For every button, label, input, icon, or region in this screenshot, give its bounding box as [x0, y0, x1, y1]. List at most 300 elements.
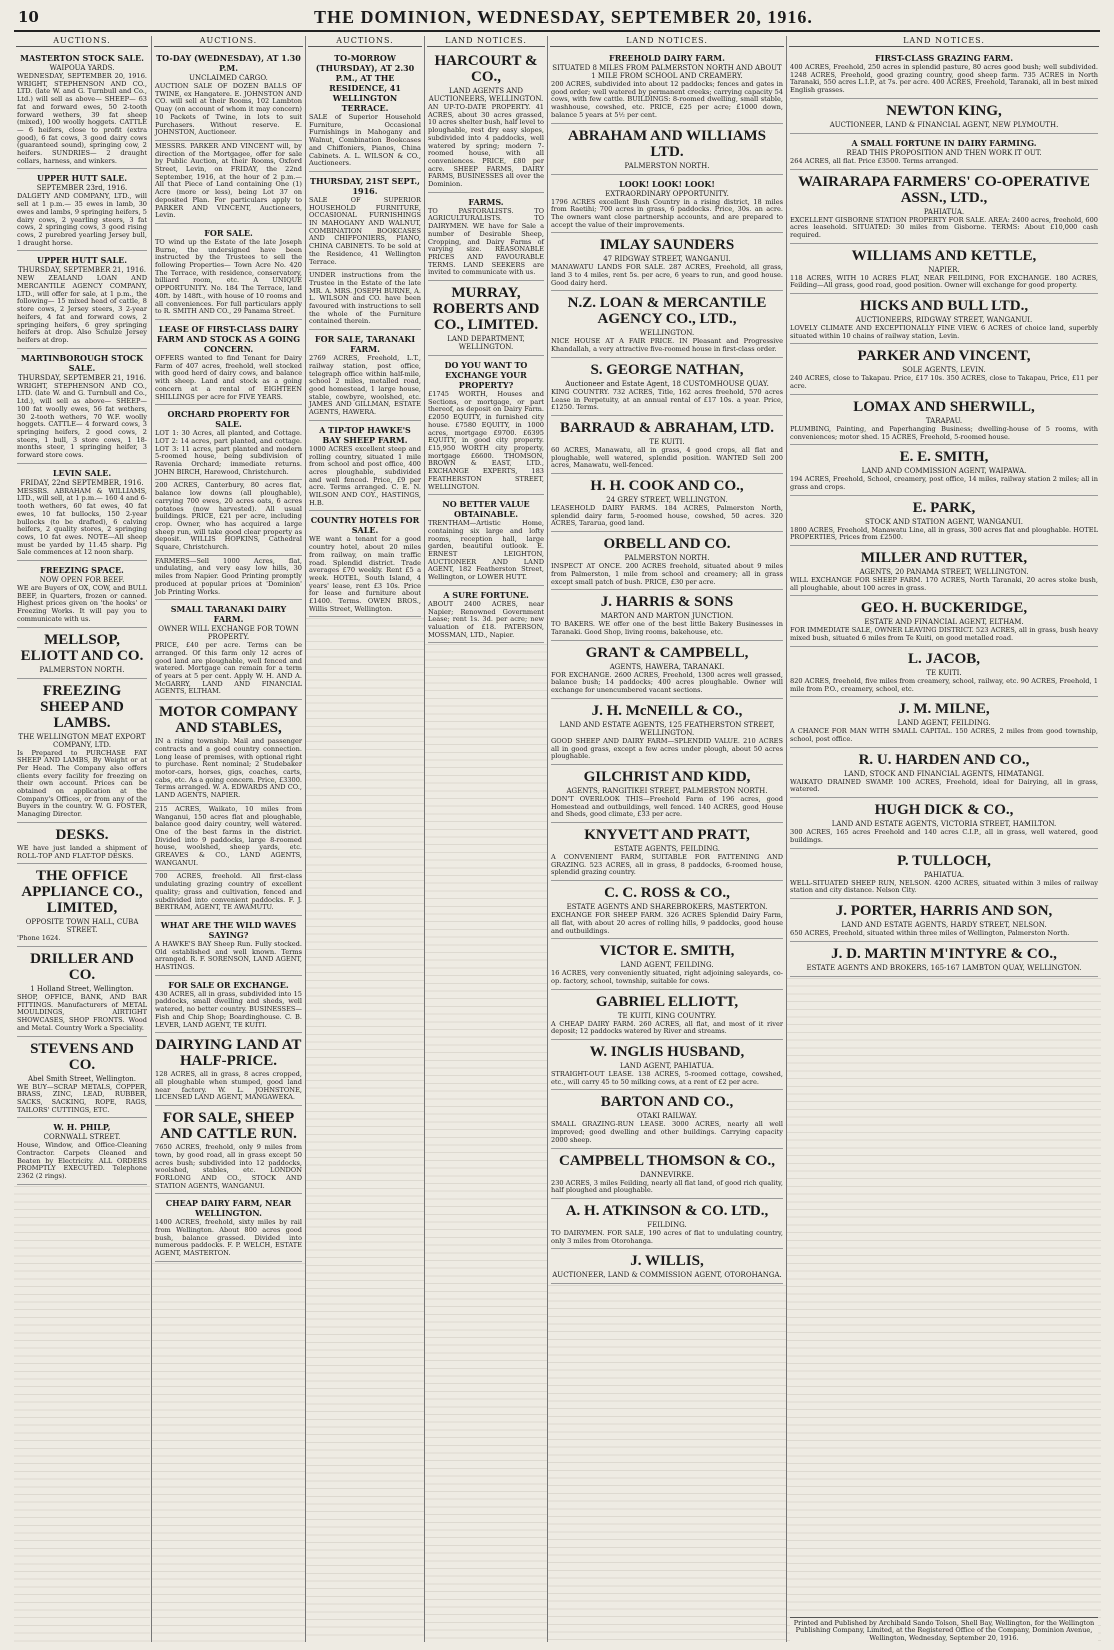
advertisement-text: OFFERS wanted to find Tenant for Dairy Farm of 407 acres, freehold, well stocked with good herd of dairy cows, and balance with sheep. Land and stock as a going concern at a rental of EIGHTEEN SHILLINGS per acre for FIVE YEARS.: [155, 353, 302, 401]
column-body: [787, 49, 1101, 977]
advertisement: [790, 647, 1098, 697]
advertisement: [17, 349, 147, 464]
advertisement-text: 240 ACRES, close to Takapau. Price, £17 10s. 350 ACRES, close to Takapau, Price, £11 per acre.: [790, 374, 1098, 391]
advertisement-subheading: LAND AND ESTATE AGENTS, 125 FEATHERSTON STREET, WELLINGTON.: [559, 720, 775, 737]
advertisement-text: NEW ZEALAND LOAN AND MERCANTILE AGENCY COMPANY, LTD., will offer for sale, at 1 p.m., the following— 15 mixed head of cattle, 8 store cows, 2 Jersey steers, 3 2-year heifers, 4 fat and forward cows, 2 springing heifers, 6 grey springing heifers at drop. Also Schulze Jersey heifers at drop.: [17, 274, 147, 344]
advertisement-text: SHOP, OFFICE, BANK, AND BAR FITTINGS. Manufacturers of METAL MOULDINGS, AIRTIGHT SHOWCASES, SHOP FRONTS. Wood and Metal. Country Work a Speciality.: [17, 993, 147, 1032]
advertisement-heading: WHAT ARE THE WILD WAVES SAYING?: [160, 919, 297, 940]
advertisement-heading: DAIRYING LAND AT HALF-PRICE.: [155, 1037, 302, 1070]
column-filler-texture: [306, 617, 424, 1642]
advertisement-text: 300 ACRES, 165 acres Freehold and 140 acres C.I.P., all in grass, well watered, good buildings.: [790, 828, 1098, 844]
advertisement-text: 1796 ACRES excellent Bush Country in a rising district, 18 miles from Raetihi; 700 acres in grass, 6 paddocks. Price, 30s. an acre. The owners want close partnership accounts, and are prepared to accept the value of their improvements.: [551, 197, 783, 229]
advertisement: [17, 947, 147, 1037]
advertisement-subheading: AUCTIONEERS, RIDGWAY STREET, WANGANUI.: [855, 316, 1033, 325]
advertisement-text: MESSRS. PARKER AND VINCENT will, by direction of the Mortgagee, offer for sale by Public Auction, at their Rooms, Oxford Street, Levin, on FRIDAY, the 22nd September, 1916, at the hour of 2 p.m.— All that Piece of Land containing One (1) Acre (more or less), being Lot 37 on deposited Plan. For particulars apply to PARKER AND VINCENT, Auctioneers, Levin.: [155, 141, 302, 220]
advertisement-text: 'Phone 1624.: [17, 934, 61, 943]
advertisement: [309, 421, 421, 512]
advertisement-text: 200 ACRES, Canterbury, 80 acres flat, balance low downs (all ploughable), carrying 700 ewes, 20 acres oats, 6 acres potatoes (now harvested). All usual buildings. PRICE, £21 per acre, including crop. Owner, who has acquired a large sheep run, will take good clear property as deposit. WILLIS HOPKINS, Cathedral Square, Christchurch.: [155, 481, 302, 552]
advertisement-heading: GABRIEL ELLIOTT,: [595, 993, 739, 1010]
advertisement-subheading: LAND AGENT, FEILDING.: [897, 719, 991, 728]
advertisement-subheading: SOLE AGENTS, LEVIN.: [902, 366, 986, 375]
advertisement-subheading: Abel Smith Street, Wellington.: [27, 1074, 137, 1083]
advertisement-subheading: EXTRAORDINARY OPPORTUNITY.: [605, 189, 729, 198]
advertisement-heading: FOR SALE, TARANAKI FARM.: [314, 334, 416, 355]
advertisement: [155, 700, 302, 804]
advertisement-subheading: STOCK AND STATION AGENT, WANGANUI.: [865, 517, 1023, 526]
advertisement-text: 200 ACRES, subdivided into about 12 paddocks; fences and gates in good order; well watered by permanent creeks; carrying capacity 54 cows, with few cattle. BUILDINGS: 8-roomed dwelling, small stable, washhouse, cowshed, etc. PRICE, £25 per acre; £1000 down, balance 5 years at 5½ per cent.: [551, 80, 783, 119]
advertisement: [155, 405, 302, 480]
advertisement: [155, 1106, 302, 1194]
advertisement-text: 700 ACRES, freehold. All first-class undulating grazing country of excellent quality; grass and cultivation, fenced and subdivided into convenient paddocks. F. J. BERTRAM, AGENT, TE AWAMUTU.: [155, 872, 302, 912]
advertisement-heading: LEASE OF FIRST-CLASS DAIRY FARM AND STOCK AS A GOING CONCERN.: [156, 323, 301, 354]
advertisement-subheading: OTAKI RAILWAY.: [637, 1112, 697, 1121]
advertisement-text: UNDER instructions from the Trustee in the Estate of the late MR. A. MRS. JOSEPH BURNE, A. L. WILSON and CO. have been favoured with instructions to sell the whole of the Furniture contained therein.: [309, 271, 421, 326]
advertisement: [790, 244, 1098, 294]
advertisement-heading: THE OFFICE APPLIANCE CO., LIMITED,: [21, 868, 143, 917]
advertisement-subheading: ESTATE AGENTS AND BROKERS, 165-167 LAMBTON QUAY, WELLINGTON.: [806, 963, 1082, 972]
advertisement-heading: E. PARK,: [912, 499, 976, 516]
advertisement-text: MESSRS. ABRAHAM & WILLIAMS, LTD., will sell, at 1 p.m.— 160 4 and 6-tooth wethers, 60 fat ewes, 40 fat ewes, 10 fat bullocks, 150 2-year bullocks (to be drafted), 6 calving heifers, 2 quality stores, 2 springing cows, 10 fat ewes. NOTE—All sheep must be yarded by 11.45 sharp. Pig Sale commences at 12 noon sharp.: [17, 486, 147, 557]
column-heading: AUCTIONS.: [308, 36, 422, 47]
advertisement-text: INSPECT AT ONCE. 200 ACRES freehold, situated about 9 miles from Palmerston, 1 mile from school and creamery; all in grass except small patch of bush. PRICE, £30 per acre.: [551, 562, 783, 586]
advertisement: [551, 1040, 783, 1090]
advertisement-heading: W. INGLIS HUSBAND,: [589, 1044, 745, 1061]
advertisement-text: SMALL GRAZING-RUN LEASE. 3000 ACRES, nearly all well improved; good dwelling and other buildings. Carrying capacity 2000 sheep.: [551, 1120, 783, 1144]
advertisement-heading: PARKER AND VINCENT,: [857, 348, 1031, 365]
advertisement-text: WE are Buyers of OX, COW, and BULL BEEF, in Quarters, frozen or canned. Highest prices given on 'the hooks' or Freezing Works. It will pay you to communicate with us.: [17, 584, 147, 623]
advertisement-text: AUCTION SALE OF DOZEN BALLS OF TWINE, ex Hangatere. E. JOHNSTON AND CO. will sell at their Rooms, 102 Lambton Quay (on account of whom it may concern) 10 Packets of Twine, in lots to suit Purchasers. Without reserve. E. JOHNSTON, Auctioneer.: [155, 82, 302, 137]
advertisement-text: WE have just landed a shipment of ROLL-TOP AND FLAT-TOP DESKS.: [17, 843, 147, 860]
advertisement-text: SALE of Superior Household Furniture, Occasional Furnishings in Mahogany and Walnut, Combination Bookcases and Chiffoniers, Pianos, China Cabinets. A. L. WILSON & CO., Auctioneers.: [309, 113, 421, 168]
advertisement-heading: SMALL TARANAKI DAIRY FARM.: [170, 604, 287, 625]
column-body: [152, 49, 305, 1262]
advertisement-heading: GRANT & CAMPBELL,: [585, 644, 749, 661]
advertisement-heading: DESKS.: [55, 826, 109, 843]
advertisement-subheading: OWNER WILL EXCHANGE FOR TOWN PROPERTY.: [158, 625, 299, 642]
advertisement: [155, 224, 302, 320]
advertisement: [790, 445, 1098, 495]
advertisement-text: FARMERS—Sell 1000 Acres, flat, undulating, and very easy low hills, 30 miles from Napier. Good Printing promptly produced at popular prices at 'Dominion' Job Printing Works.: [155, 556, 302, 596]
advertisement-heading: HARCOURT & CO.,: [434, 53, 538, 85]
advertisement-subheading: AUCTIONEER, LAND & FINANCIAL AGENT, NEW PLYMOUTH.: [829, 120, 1059, 129]
advertisement: [17, 1118, 147, 1185]
column-heading: AUCTIONS.: [154, 36, 303, 47]
advertisement-text: 820 ACRES, freehold, five miles from creamery, school, railway, etc. 90 ACRES, Freehold, 1 mile from P.O., creamery, school, etc.: [790, 676, 1098, 693]
advertisement-text: TO DAIRYMEN. FOR SALE, 190 acres of flat to undulating country, only 3 miles from Otorohanga.: [551, 1228, 783, 1245]
advertisement: [790, 748, 1098, 798]
advertisement-subheading: NOW OPEN FOR BEEF.: [39, 576, 125, 585]
advertisement: [428, 495, 544, 586]
advertisement: [428, 356, 544, 495]
advertisement: [428, 281, 544, 356]
advertisement: [155, 480, 302, 555]
advertisement: [551, 358, 783, 416]
advertisement-text: 430 ACRES, all in grass, subdivided into 15 paddocks, small dwelling and sheds, well watered, no better country. BUSINESSES—Fish and Chip Shop; Boardinghouse. C. B. LEVER, LAND AGENT, TE KUITI.: [155, 989, 302, 1029]
advertisement-text: 400 ACRES, Freehold, 250 acres in splendid pasture, 80 acres good bush; well subdivided. 1248 ACRES, Freehold, good grazing country, good sheep farm. 735 ACRES in North Taranaki, 550 acres L.I.P., at 7s. per acre. 400 ACRES, Freehold, Taranaki, all in best mixed English grasses.: [790, 63, 1098, 95]
advertisement-subheading: WAIPOUA YARDS.: [49, 64, 115, 72]
advertisement-subheading: TARAPAU.: [925, 416, 963, 425]
advertisement-subheading: LAND AGENT, FEILDING.: [620, 961, 714, 970]
advertisement-subheading: TE KUITI.: [649, 437, 685, 446]
advertisement-text: WE want a tenant for a good country hotel, about 20 miles from railway, on main traffic road. Splendid district. Trade averages £70 weekly. Rent £5 a week. HOTEL, South Island, 4 years' lease, rent £3 10s. Price for lease and furniture about £1400. Terms. OWEN BROS., Willis Street, Wellington.: [309, 535, 421, 613]
advertisement-heading: STEVENS AND CO.: [30, 1040, 134, 1073]
advertisement-heading: KNYVETT AND PRATT,: [584, 827, 750, 844]
advertisement-subheading: AGENTS, RANGITIKEI STREET, PALMERSTON NORTH.: [566, 786, 768, 795]
advertisement-text: TO PASTORALISTS. TO AGRICULTURALISTS. TO DAIRYMEN. WE have for Sale a number of Desirable Sheep, Cropping, and Dairy Farms of varying size. REASONABLE PRICES AND FAVOURABLE TERMS. LAND SEEKERS are invited to communicate with us.: [428, 206, 544, 277]
advertisement-text: EXCHANGE FOR SHEEP FARM. 326 ACRES Splendid Dairy Farm, all flat, with about 20 acres of rolling hills, 9 paddocks, good house and outbuildings.: [551, 911, 783, 935]
advertisement: [551, 416, 783, 474]
masthead: [14, 6, 1100, 32]
advertisement-heading: MURRAY, ROBERTS AND CO., LIMITED.: [432, 285, 540, 334]
advertisement-heading: NEWTON KING,: [886, 102, 1002, 119]
advertisement-subheading: THURSDAY, SEPTEMBER 21, 1916.: [18, 373, 146, 382]
advertisement-subheading: SEPTEMBER 23rd, 1916.: [36, 184, 128, 193]
advertisement-heading: BARTON AND CO.,: [600, 1094, 734, 1111]
advertisement-text: ABOUT 2400 ACRES, near Napier; Renowned Government Lease; rent 1s. 3d. per acre; new valuation of £18. PATERSON, MOSSMAN, LTD., Napier.: [428, 599, 544, 639]
column-filler-texture: [548, 1284, 786, 1642]
advertisement-text: FOR EXCHANGE. 2600 ACRES, Freehold, 1300 acres well grassed, balance bush; 14 paddocks; 400 acres ploughable. Owner will exchange for unencumbered vacant sections.: [551, 670, 783, 695]
advertisement-heading: R. U. HARDEN AND CO.,: [858, 751, 1030, 768]
advertisement-subheading: CORNWALL STREET.: [43, 1133, 121, 1142]
advertisement-text: 1400 ACRES, freehold, sixty miles by rail from Wellington. About 800 acres good bush, balance grassed. Divided into numerous paddocks. F. P. WELCH, ESTATE AGENT, MASTERTON.: [155, 1218, 302, 1258]
advertisement-text: DON'T OVERLOOK THIS—Freehold Farm of 196 acres, good Homestead and outbuildings, well fenced. 140 ACRES, good House and Sheds, good climate, £33 per acre.: [551, 794, 783, 819]
column-auctions-2: [151, 36, 305, 1642]
column-filler-texture: [14, 1185, 150, 1642]
advertisement-subheading: UNCLAIMED CARGO.: [189, 74, 268, 82]
advertisement-subheading: LAND AND COMMISSION AGENT, WAIPAWA.: [861, 467, 1027, 476]
advertisement-heading: FOR SALE OR EXCHANGE.: [168, 979, 289, 990]
advertisement-text: 1800 ACRES, Freehold, Manawatu Line, all in grass, 300 acres flat and ploughable. HOTEL PROPERTIES, Prices from £2500.: [790, 525, 1098, 542]
advertisement: [551, 175, 783, 234]
advertisement: [309, 172, 421, 270]
advertisement-subheading: LAND DEPARTMENT, WELLINGTON.: [447, 335, 525, 352]
advertisement-heading: TO-DAY (WEDNESDAY), AT 1.30 P.M.: [156, 53, 301, 73]
advertisement-subheading: FRIDAY, 22nd SEPTEMBER, 1916.: [20, 478, 144, 487]
advertisement-subheading: DANNEVIRKE.: [640, 1170, 694, 1179]
advertisement-heading: FARMS.: [468, 196, 504, 207]
advertisement-text: DALGETY AND COMPANY, LTD., will sell at 1 p.m.— 35 ewes in lamb, 30 ewes and lambs, 9 springing heifers, 5 dairy cows, 2 yearling steers, 3 fat cows, 2 springing cows, 3 good rising cows, 2 purebred yearling Jersey bull, 1 draught horse.: [17, 192, 147, 247]
advertisement-subheading: PALMERSTON NORTH.: [624, 161, 710, 170]
advertisement-heading: C. C. ROSS & CO.,: [604, 885, 730, 902]
advertisement: [428, 193, 544, 281]
advertisement-heading: CHEAP DAIRY FARM, NEAR WELLINGTON.: [165, 1198, 292, 1219]
advertisement-subheading: Auctioneer and Estate Agent, 18 CUSTOMHOUSE QUAY.: [565, 379, 769, 388]
advertisement-heading: LOMAX AND SHERWILL,: [853, 398, 1035, 415]
column-filler-texture: [425, 643, 547, 1642]
advertisement-heading: FREEZING SHEEP AND LAMBS.: [40, 682, 124, 731]
advertisement-text: WEDNESDAY, SEPTEMBER 20, 1916. WRIGHT, STEPHENSON AND CO., LTD. (late W. and G. Turnbull and Co., Ltd.) will sell as above— SHEEP— 63 fat and forward ewes, 50 2-tooth forward wethers, 39 fat sheep (mixed), 100 woolly hoggets. CATTLE— 6 heifers, close to profit (extra good), 6 fat cows, 3 good dairy cows (guaranteed sound), springing cow, 2 heifers. SUNDRIES— 2 draught collars, harness, and winkers.: [17, 72, 147, 165]
advertisement: [155, 49, 302, 141]
advertisement-text: WAIKATO DRAINED SWAMP. 100 ACRES, Freehold, ideal for Dairying, all in grass, watered.: [790, 777, 1098, 794]
advertisement: [551, 291, 783, 357]
column-body: [548, 49, 786, 1284]
advertisement-heading: N.Z. LOAN & MERCANTILE AGENCY CO., LTD.,: [567, 295, 767, 328]
advertisement-text: House, Window, and Office-Cleaning Contractor. Carpets Cleaned and Beaten by Electricity. ALL ORDERS PROMPTLY EXECUTED. Telephone 2362 (2 rings).: [17, 1141, 147, 1181]
advertisement: [790, 596, 1098, 646]
advertisement-text: 16 ACRES, very conveniently situated, right adjoining saleyards, co-op. factory, school, township, suitable for cows.: [551, 969, 783, 985]
advertisement-text: WILL EXCHANGE FOR SHEEP FARM. 170 ACRES, North Taranaki, 20 acres stoke bush, all ploughable, about 100 acres in grass.: [790, 576, 1098, 592]
column-body: [14, 49, 150, 1185]
publisher-imprint: Printed and Published by Archibald Sando Tolson, Shell Bay, Wellington, for the Wellington Publishing Company, Limited, at the Registered Office of the Company, Dominion Avenue, Wellington, Wednesday, September 20, 1916.: [790, 1617, 1098, 1643]
advertisement-heading: FOR SALE.: [204, 227, 253, 238]
advertisement-subheading: ESTATE AGENTS AND SHAREBROKERS, MASTERTON.: [566, 903, 768, 912]
column-land-notices-2: [547, 36, 786, 1642]
column-body: [425, 49, 547, 643]
advertisement-subheading: PAHIATUA.: [923, 207, 965, 216]
advertisement: [790, 344, 1098, 394]
advertisement-heading: MOTOR COMPANY AND STABLES,: [158, 704, 298, 737]
advertisement-heading: A SMALL FORTUNE IN DAIRY FARMING.: [851, 137, 1037, 148]
advertisement-heading: IMLAY SAUNDERS: [599, 237, 735, 254]
column-heading: LAND NOTICES.: [427, 36, 545, 47]
advertisement: [17, 251, 147, 348]
advertisement-text: Is Prepared to PURCHASE FAT SHEEP AND LAMBS, By Weight or at Per Head. The Company also offers clients every facility for freezing on their own account. Prices can be obtained on application at the Company's Offices, or from any of the Buyers in the country. W. G. FOSTER, Managing Director.: [17, 748, 147, 819]
advertisement-subheading: LAND AND ESTATE AGENTS, HARDY STREET, NELSON.: [841, 920, 1047, 929]
advertisement-heading: VICTOR E. SMITH,: [599, 943, 735, 960]
advertisement: [551, 233, 783, 291]
advertisement: [551, 765, 783, 823]
advertisement: [551, 49, 783, 124]
advertisement: [17, 864, 147, 947]
advertisement-heading: J. WILLIS,: [630, 1253, 704, 1270]
advertisement-subheading: NAPIER.: [928, 265, 960, 274]
advertisement-heading: MELLSOP, ELIOTT AND CO.: [20, 631, 144, 664]
advertisement-text: FOR IMMEDIATE SALE, OWNER LEAVING DISTRICT. 523 ACRES, all in grass, bush heavy mixed bush, situated 6 miles from Te Kuiti, on good metalled road.: [790, 626, 1098, 643]
advertisement-text: WE BUY—SCRAP METALS, COPPER, BRASS, ZINC, LEAD, RUBBER, SACKS, SACKING, ROPE, RAGS, TAILORS' CUTTINGS, ETC.: [17, 1082, 147, 1114]
column-auctions-1: [14, 36, 150, 1642]
advertisement-text: TO BAKERS. WE offer one of the best little Bakery Businesses in Taranaki. Good Shop, living rooms, bakehouse, etc.: [551, 620, 783, 636]
advertisement: [551, 699, 783, 765]
advertisement: [155, 916, 302, 976]
advertisement-subheading: AUCTIONEER, LAND & COMMISSION AGENT, OTOROHANGA.: [552, 1271, 782, 1280]
advertisement-text: NICE HOUSE AT A FAIR PRICE. IN Pleasant and Progressive Khandallah, a very attractive five-roomed house in first-class order.: [551, 337, 783, 354]
advertisement: [551, 124, 783, 175]
advertisement-heading: DRILLER AND CO.: [30, 951, 134, 983]
advertisement-heading: A TIP-TOP HAWKE'S BAY SHEEP FARM.: [319, 424, 411, 445]
advertisement-heading: S. GEORGE NATHAN,: [590, 361, 744, 378]
advertisement-heading: DO YOU WANT TO EXCHANGE YOUR PROPERTY?: [444, 360, 528, 391]
advertisement: [428, 586, 544, 644]
advertisement-text: A CONVENIENT FARM, SUITABLE FOR FATTENING AND GRAZING. 523 ACRES, all in grass, 8 paddocks, 6-roomed house, splendid grazing country.: [551, 853, 783, 877]
advertisement-text: TRENTHAM—Artistic Home, containing six large and lofty rooms, reception hall, large garden, beautiful outlook. E. ERNEST LEIGHTON, AUCTIONEER AND LAND AGENT, 182 Featherston Street, Wellington, or LOWER HUTT.: [428, 519, 544, 582]
advertisement-subheading: PALMERSTON NORTH.: [624, 554, 710, 563]
advertisement-text: 194 ACRES, Freehold, School, creamery, post office, 14 miles, railway station 2 miles; all in grass and crops.: [790, 475, 1098, 491]
advertisement-subheading: ESTATE AND FINANCIAL AGENT, ELTHAM.: [864, 618, 1024, 627]
advertisement: [155, 320, 302, 405]
advertisement-heading: GILCHRIST AND KIDD,: [583, 768, 751, 785]
advertisement: [551, 474, 783, 532]
advertisement-heading: FIRST-CLASS GRAZING FARM.: [874, 53, 1014, 63]
advertisement-text: WELL-SITUATED SHEEP RUN, NELSON. 4200 ACRES, situated within 3 miles of railway station and city distance. Nelson City.: [790, 878, 1098, 895]
advertisement: [551, 590, 783, 640]
advertisement: [790, 395, 1098, 445]
advertisement: [155, 556, 302, 601]
advertisement: [551, 1199, 783, 1249]
advertisement-subheading: AGENTS, 20 PANAMA STREET, WELLINGTON.: [859, 568, 1029, 577]
advertisement-heading: J. M. MILNE,: [898, 701, 990, 718]
advertisement-subheading: 47 RIDGWAY STREET, WANGANUI.: [603, 255, 731, 264]
advertisement-text: 7650 ACRES, freehold, only 9 miles from town, by good road, all in grass except 50 acres bush; subdivided into 12 paddocks, woolshed, stables, etc. LONDON FORLONG AND CO., STOCK AND STATION AGENTS, WANGANUI.: [155, 1143, 302, 1190]
advertisement-subheading: WELLINGTON.: [639, 329, 695, 338]
advertisement: [155, 976, 302, 1034]
advertisement-heading: HICKS AND BULL LTD.,: [859, 298, 1029, 315]
advertisement-heading: MILLER AND RUTTER,: [860, 550, 1028, 567]
advertisement: [17, 49, 147, 169]
advertisement: [309, 511, 421, 617]
advertisement-subheading: LAND AND ESTATE AGENTS, VICTORIA STREET, HAMILTON.: [831, 820, 1057, 829]
advertisement-text: STRAIGHT-OUT LEASE. 138 ACRES, 5-roomed cottage, cowshed, etc., will carry 45 to 50 milking cows, at a rent of £2 per acre.: [551, 1070, 783, 1086]
advertisement-heading: J. D. MARTIN M'INTYRE & CO.,: [831, 945, 1057, 962]
column-auctions-3: [305, 36, 424, 1642]
advertisement-text: 264 ACRES, all flat. Price £3500. Terms arranged.: [790, 156, 959, 165]
advertisement: [155, 804, 302, 872]
advertisement-subheading: PALMERSTON NORTH.: [39, 665, 125, 674]
advertisement-heading: ORCHARD PROPERTY FOR SALE.: [167, 409, 290, 430]
advertisement-text: A CHANCE FOR MAN WITH SMALL CAPITAL. 150 ACRES, 2 miles from good township, school, post office.: [790, 727, 1098, 743]
column-heading: LAND NOTICES.: [550, 36, 784, 47]
advertisement: [17, 1037, 147, 1119]
advertisement-text: PRICE, £40 per acre. Terms can be arranged. Of this farm only 12 acres of good land are ploughable, well fenced and watered. Mortgage can remain for a term of years at 5 per cent. Apply W. H. AND A. McGARRY, LAND AND FINANCIAL AGENTS, ELTHAM.: [155, 641, 302, 696]
page-number: 10: [18, 8, 39, 26]
advertisement-text: 2769 ACRES, Freehold, L.T., railway station, post office, telegraph office within half-mile, school 2 miles, metalled road, good homestead, 1 large house, stable, cowbyre, woolshed, etc. JAMES AND GILLMAN, ESTATE AGENTS, HAWERA.: [309, 354, 421, 417]
advertisement-heading: WILLIAMS AND KETTLE,: [851, 247, 1037, 264]
advertisement: [551, 881, 783, 939]
advertisement: [17, 628, 147, 679]
advertisement-text: 60 ACRES, Manawatu, all in grass, 4 good crops, all flat and ploughable, well watered, splendid position. WANTED Sell 200 acres, Manawatu, well-fenced.: [551, 445, 783, 470]
advertisement-subheading: 1 Holland Street, Wellington.: [30, 985, 134, 993]
advertisement-subheading: FEILDING.: [647, 1220, 687, 1229]
advertisement: [551, 1149, 783, 1199]
advertisement-heading: GEO. H. BUCKERIDGE,: [860, 600, 1028, 617]
advertisement: [790, 899, 1098, 942]
advertisement-text: MANAWATU LANDS FOR SALE. 287 ACRES, Freehold, all grass, land 3 to 4 miles, rent 5s. per acre, 6 years to run, and good house. Good dairy herd.: [551, 263, 783, 287]
advertisement-heading: A. H. ATKINSON & CO. LTD.,: [565, 1202, 769, 1219]
advertisement-text: 230 ACRES, 3 miles Feilding, nearly all flat land, of good rich quality, half ploughed and ploughable.: [551, 1178, 783, 1195]
advertisement-subheading: THE WELLINGTON MEAT EXPORT COMPANY, LTD.: [18, 732, 146, 749]
advertisement: [790, 849, 1098, 899]
column-heading: LAND NOTICES.: [789, 36, 1099, 47]
advertisement-text: A CHEAP DAIRY FARM. 260 ACRES, all flat, and most of it river deposit; 12 paddocks watered by River and streams.: [551, 1019, 783, 1036]
advertisement-text: IN a rising township. Mail and passenger contracts and a good country connection. Long lease of premises, with optional right to purchase. Rent nominal; 2 Studebaker motor-cars, horses, gigs, coaches, carts, cabs, etc. As a going concern. Price, £3300. Terms arranged. W. A. EDWARDS AND CO., LAND AGENTS, NAPIER.: [155, 737, 302, 800]
advertisement: [790, 294, 1098, 344]
advertisement: [17, 823, 147, 864]
advertisement-subheading: SITUATED 8 MILES FROM PALMERSTON NORTH AND ABOUT 1 MILE FROM SCHOOL AND CREAMERY.: [552, 64, 782, 80]
advertisement-subheading: THURSDAY, SEPTEMBER 21, 1916.: [18, 266, 146, 275]
advertisement-subheading: MARTON AND MARTON JUNCTION.: [600, 612, 734, 621]
advertisement-text: 118 ACRES, WITH 10 ACRES FLAT, NEAR FEILDING, FOR EXCHANGE. 180 ACRES, Feilding—All grass, good road, good position. Owner will exchange for good property.: [790, 273, 1098, 290]
advertisement: [551, 1090, 783, 1148]
advertisement: [790, 99, 1098, 134]
advertisement-subheading: ESTATE AGENTS, FEILDING.: [614, 845, 720, 854]
advertisement: [155, 141, 302, 224]
advertisement-text: PLUMBING, Painting, and Paperhanging Business; dwelling-house of 5 rooms, with conveniences; motor shed. 15 ACRES, Freehold, 5-roomed house.: [790, 424, 1098, 441]
advertisement-heading: ORBELL AND CO.: [603, 536, 731, 553]
advertisement-text: 650 ACRES, Freehold, situated within three miles of Wellington, Palmerston North.: [790, 928, 1070, 937]
advertisement-text: 215 ACRES, Waikato, 10 miles from Wanganui, 150 acres flat and ploughable, balance good dairy country, well watered. One of the best farms in the district. Divided into 9 paddocks, large 8-roomed house, woolshed, sheep yards, etc. GREAVES & CO., LAND AGENTS, WANGANUI.: [155, 804, 302, 867]
column-filler-texture: [787, 977, 1101, 1642]
advertisement-heading: ABRAHAM AND WILLIAMS LTD.: [567, 127, 767, 160]
advertisement-heading: FREEHOLD DAIRY FARM.: [609, 53, 725, 63]
column-heading: AUCTIONS.: [16, 36, 148, 47]
advertisement-text: LOVELY CLIMATE AND EXCEPTIONALLY FINE VIEW. 6 ACRES of choice land, superbly situated within 10 chains of railway station, Levin.: [790, 324, 1098, 340]
advertisement-subheading: AGENTS, HAWERA, TARANAKI.: [609, 662, 725, 671]
advertisement-text: 128 ACRES, all in grass, 8 acres cropped, all ploughable when stumped, good land near factory. W. L. JOHNSTONE, LICENSED LAND AGENT, MANGAWEKA.: [155, 1070, 302, 1102]
advertisement-text: LEASEHOLD DAIRY FARMS. 184 ACRES, Palmerston North, splendid dairy farm, 5-roomed house, cowshed, 50 acres. 320 ACRES, Tararua, good land.: [551, 504, 783, 528]
advertisement: [790, 134, 1098, 170]
advertisement-heading: UPPER HUTT SALE.: [37, 173, 127, 184]
advertisement-heading: WAIRARAPA FARMERS' CO-OPERATIVE ASSN., LTD.,: [798, 173, 1090, 206]
advertisement-heading: J. HARRIS & SONS: [600, 594, 734, 611]
advertisement-heading: J. H. McNEILL & CO.,: [591, 702, 743, 719]
advertisement-heading: FOR SALE, SHEEP AND CATTLE RUN.: [160, 1110, 297, 1143]
advertisement: [155, 871, 302, 916]
advertisement: [17, 464, 147, 561]
advertisement-heading: MASTERTON STOCK SALE.: [20, 53, 144, 63]
advertisement: [428, 49, 544, 193]
advertisement: [17, 561, 147, 628]
advertisement: [790, 942, 1098, 977]
advertisement-text: £1745 WORTH, Houses and Sections, or mortgage, or part thereof, as deposit on Dairy Farm. £2050 EQUITY, in furnished city house. £7580 EQUITY, in 1000 acres, mortgage £9700. £6395 EQUITY, in good city property. £15,950 WORTH city property, mortgage £6600. THOMSON, BROWN & EAST, LTD., EXCHANGE EXPERTS, 183 FEATHERSTON STREET, WELLINGTON.: [428, 390, 544, 491]
advertisement: [17, 169, 147, 251]
advertisement-heading: BARRAUD & ABRAHAM, LTD.: [559, 419, 775, 436]
advertisement-heading: CAMPBELL THOMSON & CO.,: [559, 1152, 775, 1169]
advertisement: [309, 49, 421, 172]
advertisement-heading: LOOK! LOOK! LOOK!: [619, 178, 715, 189]
advertisement-heading: HUGH DICK & CO.,: [874, 802, 1014, 819]
advertisement: [790, 546, 1098, 596]
advertisement: [790, 49, 1098, 99]
advertisement: [155, 600, 302, 700]
column-land-notices-1: [424, 36, 547, 1642]
advertisement-text: WRIGHT, STEPHENSON AND CO., LTD. (late W. and G. Turnbull and Co., Ltd.), will sell as above— SHEEP— 100 fat woolly ewes, 56 fat wethers, 30 2-tooth wethers, 70 W.F. woolly hoggets. CATTLE— 4 forward cows, 3 springing heifers, 2 good cows, 2 steers, 1 bull, 3 store cows, 1 18-months steer, 1 springing heifer, 3 forward store cows.: [17, 381, 147, 460]
advertisement-heading: J. PORTER, HARRIS AND SON,: [835, 902, 1053, 919]
newspaper-title: THE DOMINION, WEDNESDAY, SEPTEMBER 20, 1916.: [314, 7, 813, 27]
advertisement: [551, 532, 783, 590]
advertisement: [309, 270, 421, 330]
advertisement-heading: L. JACOB,: [907, 650, 981, 667]
advertisement: [551, 641, 783, 699]
advertisement-heading: NO BETTER VALUE OBTAINABLE.: [442, 499, 530, 520]
advertisement-subheading: TE KUITI.: [926, 668, 962, 677]
advertisement-heading: H. H. COOK AND CO.,: [590, 478, 744, 495]
advertisement: [551, 939, 783, 989]
advertisement-text: GOOD SHEEP AND DAIRY FARM—SPLENDID VALUE. 210 ACRES all in good grass, except a few acres under plough, about 50 acres ploughable.: [551, 736, 783, 761]
column-filler-texture: [152, 1262, 305, 1642]
advertisement-heading: W. H. PHILP,: [53, 1122, 111, 1133]
advertisement-heading: THURSDAY, 21ST SEPT., 1916.: [310, 175, 420, 196]
column-land-notices-3: [786, 36, 1101, 1642]
advertisement: [155, 1033, 302, 1106]
advertisement-text: SALE OF SUPERIOR HOUSEHOLD FURNITURE, OCCASIONAL FURNISHINGS IN MAHOGANY AND WALNUT, COMBINATION BOOKCASES AND CHIFFONIERS, PIANO, CHINA CABINETS. To be sold at the Residence, 41 Wellington Terrace.: [309, 195, 421, 266]
advertisement-heading: COUNTRY HOTELS FOR SALE.: [310, 515, 420, 536]
advertisement-heading: E. E. SMITH,: [899, 449, 989, 466]
advertisement-heading: TO-MORROW (THURSDAY), AT 2.30 P.M., AT THE RESIDENCE, 41 WELLINGTON TERRACE.: [315, 53, 415, 113]
columns-container: [14, 36, 1100, 1642]
column-body: [306, 49, 424, 617]
advertisement-heading: A SURE FORTUNE.: [443, 589, 529, 600]
advertisement-heading: P. TULLOCH,: [897, 852, 991, 869]
advertisement-text: 1000 ACRES excellent steep and rolling country, situated 1 mile from school and post office, 400 acres ploughable, subdivided and well fenced. Price, £9 per acre. Terms arranged. C. E. N. WILSON AND COY., HASTINGS, H.B.: [309, 444, 421, 507]
advertisement-subheading: READ THIS PROPOSITION AND THEN WORK IT OUT.: [846, 148, 1042, 157]
advertisement-heading: MARTINBOROUGH STOCK SALE.: [20, 352, 144, 373]
advertisement: [790, 798, 1098, 848]
advertisement-heading: UPPER HUTT SALE.: [37, 255, 127, 266]
advertisement-text: EXCELLENT GISBORNE STATION PROPERTY FOR SALE. AREA: 2400 acres, freehold, 600 acres leasehold. SITUATED: 30 miles from Gisborne. TERMS: About £10,000 cash required.: [790, 215, 1098, 239]
advertisement-subheading: 24 GREY STREET, WELLINGTON.: [606, 496, 728, 505]
advertisement: [309, 330, 421, 421]
advertisement-subheading: LAND AGENTS AND AUCTIONEERS, WELLINGTON.: [428, 87, 544, 103]
advertisement-text: AN UP-TO-DATE PROPERTY. 41 ACRES, about 30 acres grassed, 10 acres shelter bush, half level to ploughable, rest dry easy slopes, subdivided into 4 paddocks, well watered by spring; modern 7-roomed house, with all conveniences. PRICE, £80 per acre. SHEEP FARMS, DAIRY FARMS, BUSINESSES all over the Dominion.: [428, 103, 544, 189]
